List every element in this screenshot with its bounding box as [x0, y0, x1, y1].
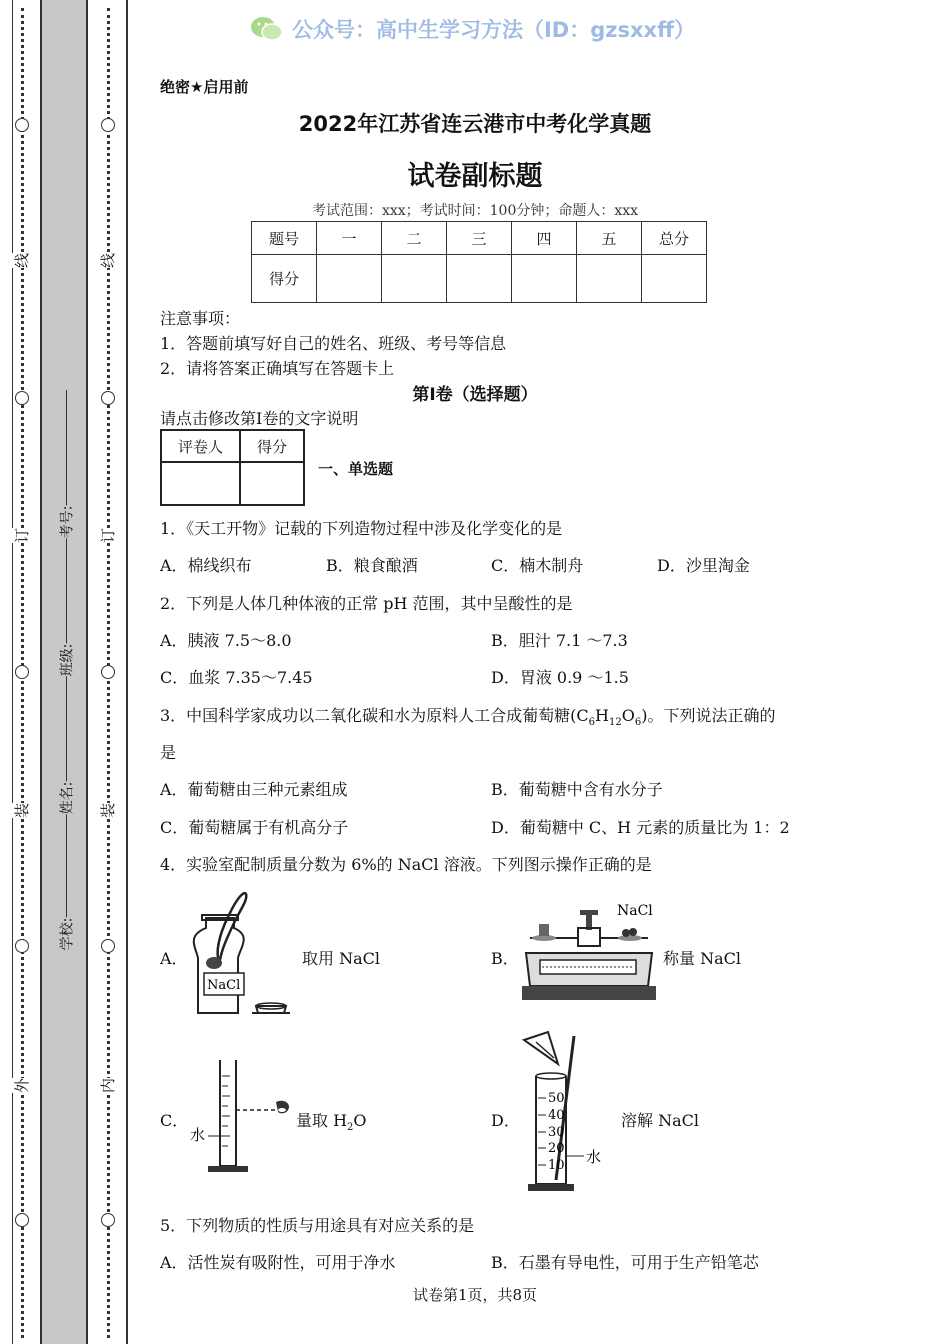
- option-caption: 称量 NaCl: [663, 949, 741, 968]
- measuring-cylinder-reading-illustration: [188, 1056, 298, 1176]
- question-stem: 5．下列物质的性质与用途具有对应关系的是: [160, 1216, 475, 1235]
- reagent-bottle-illustration: [192, 888, 292, 1023]
- score-cell[interactable]: [577, 255, 642, 303]
- option[interactable]: A．葡萄糖由三种元素组成: [160, 780, 348, 799]
- option[interactable]: C．葡萄糖属于有机高分子: [160, 818, 349, 837]
- option-caption: 量取 $H_2O$: [296, 1111, 367, 1134]
- notice-title: 注意事项：: [160, 309, 241, 328]
- circle-mark: [101, 1213, 115, 1227]
- question-stem: 3．中国科学家成功以二氧化碳和水为原料人工合成葡萄糖$(C_6H_{12}O_6)$。下列说法正确的: [160, 706, 776, 729]
- tick-label: 10: [548, 1158, 565, 1173]
- side-char-zhuang: 装: [13, 802, 32, 819]
- option-letter[interactable]: D．: [491, 1111, 520, 1130]
- score-header-cell: 三: [447, 222, 512, 255]
- score-header-cell: 一: [317, 222, 382, 255]
- question-stem: 2．下列是人体几种体液的正常 pH 范围，其中呈酸性的是: [160, 594, 573, 613]
- class-label[interactable]: 班级:: [56, 644, 76, 677]
- watermark-text: 公众号：高中生学习方法（ID：gzsxxff）: [292, 18, 696, 42]
- dissolving-in-cylinder-illustration: [518, 1030, 618, 1196]
- water-label: 水: [586, 1148, 602, 1166]
- option[interactable]: B．石墨有导电性，可用于生产铅笔芯: [491, 1253, 759, 1272]
- score-header-cell: 总分: [642, 222, 707, 255]
- option-caption: 溶解 NaCl: [621, 1111, 699, 1130]
- option[interactable]: C．楠木制舟: [491, 556, 584, 575]
- option[interactable]: B．胆汁 7.1 ～7.3: [491, 631, 628, 650]
- grader-header: 得分: [240, 430, 304, 462]
- side-char-ding: 订: [99, 527, 118, 544]
- exam-number-label[interactable]: 考号:: [56, 506, 76, 539]
- option-letter[interactable]: A．: [160, 949, 188, 968]
- side-char-ding: 订: [13, 527, 32, 544]
- tick-label: 20: [548, 1141, 565, 1156]
- option-letter[interactable]: C．: [160, 1111, 189, 1130]
- notice-item: 2．请将答案正确填写在答题卡上: [160, 359, 395, 378]
- score-header-cell: 二: [382, 222, 447, 255]
- balance-scale-illustration: [520, 898, 660, 1008]
- tick-label: 40: [548, 1108, 565, 1123]
- option[interactable]: B．葡萄糖中含有水分子: [491, 780, 663, 799]
- secret-mark: 绝密★启用前: [160, 78, 249, 96]
- score-cell[interactable]: [642, 255, 707, 303]
- question-stem: 4．实验室配制质量分数为 6%的 NaCl 溶液。下列图示操作正确的是: [160, 855, 652, 874]
- page-subtitle: 试卷副标题: [407, 161, 543, 192]
- score-cell[interactable]: [512, 255, 577, 303]
- side-char-xian: 线: [99, 252, 118, 269]
- option[interactable]: A．棉线织布: [160, 556, 252, 575]
- option[interactable]: D．葡萄糖中 C、H 元素的质量比为 1：2: [491, 818, 790, 837]
- option[interactable]: D．沙里淘金: [657, 556, 750, 575]
- wechat-icon: [250, 15, 284, 43]
- water-label: 水: [190, 1126, 206, 1144]
- option-caption: 取用 NaCl: [302, 949, 380, 968]
- exam-info: 考试范围：xxx；考试时间：100分钟；命题人：xxx: [311, 203, 639, 219]
- section-title: 一、单选题: [318, 460, 394, 478]
- grader-cell[interactable]: [161, 462, 240, 505]
- option[interactable]: B．粮食酿酒: [326, 556, 418, 575]
- notice-item: 1．答题前填写好自己的姓名、班级、考号等信息: [160, 334, 507, 353]
- school-label[interactable]: 学校:: [56, 918, 76, 951]
- grader-header: 评卷人: [161, 430, 240, 462]
- score-table: [251, 221, 707, 303]
- circle-mark: [101, 939, 115, 953]
- score-cell[interactable]: [317, 255, 382, 303]
- circle-mark: [15, 1213, 29, 1227]
- scale-label: NaCl: [617, 903, 653, 919]
- question-stem: 1．《天工开物》记载的下列造物过程中涉及化学变化的是: [160, 519, 563, 538]
- side-char-wai: 外: [13, 1077, 32, 1094]
- option[interactable]: D．胃液 0.9 ～1.5: [491, 668, 629, 687]
- score-row-label: 得分: [252, 255, 317, 303]
- score-header-cell: 题号: [252, 222, 317, 255]
- grader-cell[interactable]: [240, 462, 304, 505]
- name-label[interactable]: 姓名:: [56, 782, 76, 815]
- question-stem-continued: 是: [160, 743, 177, 762]
- part1-title: 第I卷（选择题）: [412, 385, 538, 405]
- grader-table: [160, 429, 305, 506]
- tick-label: 50: [548, 1091, 565, 1106]
- page-title: 2022年江苏省连云港市中考化学真题: [298, 112, 652, 136]
- watermark: [250, 12, 695, 46]
- part1-description[interactable]: 请点击修改第I卷的文字说明: [160, 409, 359, 428]
- circle-mark: [15, 939, 29, 953]
- score-header-cell: 四: [512, 222, 577, 255]
- side-char-zhuang: 装: [99, 802, 118, 819]
- option-letter[interactable]: B．: [491, 949, 519, 968]
- page-footer: 试卷第1页，共8页: [412, 1286, 538, 1304]
- circle-mark: [101, 665, 115, 679]
- side-char-xian: 线: [13, 252, 32, 269]
- tick-label: 30: [548, 1125, 565, 1140]
- option[interactable]: A．胰液 7.5～8.0: [160, 631, 292, 650]
- circle-mark: [15, 665, 29, 679]
- score-cell[interactable]: [447, 255, 512, 303]
- option[interactable]: C．血浆 7.35～7.45: [160, 668, 313, 687]
- bottle-label: NaCl: [207, 978, 241, 993]
- option[interactable]: A．活性炭有吸附性，可用于净水: [160, 1253, 396, 1272]
- score-cell[interactable]: [382, 255, 447, 303]
- score-header-cell: 五: [577, 222, 642, 255]
- side-char-nei: 内: [99, 1077, 118, 1094]
